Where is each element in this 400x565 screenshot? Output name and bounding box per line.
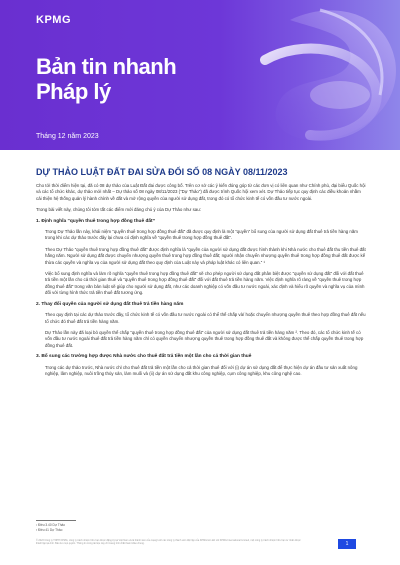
section-2-content [45,312,366,349]
section-2-heading: 2. Thay đổi quyền của người sử dụng đất thuê trả tiền hàng năm [36,301,184,307]
footnote-1: ¹ Điều 3.40 Dự Thảo [36,523,66,527]
section-3-heading: 3. Bổ sung các trường hợp được Nhà nước cho thuê đất trả tiền một lần cho cả thời gian thuê [36,354,252,360]
section-1-content [45,229,366,297]
section-1-paragraph-2: Theo Dự Thảo “quyền thuê trong hợp đồng thuê đất” được định nghĩa là “quyền của người sử dụng đất được hình thành khi Nhà nước cho thuê đất thu tiền thuê đất hằng năm. Người sử dụng đất được chuyển nhượng quyền thuê trong hợp đồng thuê đất; người nhận chuyển nhượng quyền thuê trong hợp đồng thuê đất được kế thừa các quyền và nghĩa vụ của người sử dụng đất theo quy định của Luật này và pháp luật khác có liên quan.” ¹ [45,246,366,265]
abstract-glass-art [170,0,400,150]
section-1-paragraph-1: Trong Dự Thảo lần này, khái niệm “quyền thuê trong hợp đồng thuê đất” đã được quy định là một “quyền” bổ sung của người sử dụng đất thuê trả tiền hàng năm trong khi các dự thảo trước đây lại chưa có định nghĩa về “quyền thuê trong hợp đồng thuê đất”. [45,229,358,241]
legal-disclaimer: © 2023 Công ty TNHH KPMG, công ty trách nhiệm hữu hạn được đăng ký tại Việt Nam và là thành viên của mạng lưới các công ty thành viên độc lập của KPMG liên kết với KPMG International Limited, một công ty trách nhiệm hữu hạn tư nhân được thành lập tại Anh. Bảo lưu mọi quyền. Thông tin trong tài liệu này chỉ mang tính chất tham khảo chung. [36,539,301,546]
footnote-divider [36,520,76,521]
intro-paragraph-1: Cho tới thời điểm hiện tại, đã có 08 dự thảo của Luật Đất đai được công bố. Trên cơ sở các ý kiến đóng góp từ các đơn vị có liên quan như Chính phủ, đại biểu Quốc hội và các tổ chức khác, dự thảo mới nhất – Dự thảo số 08 ngày 08/11/2023 (“Dự Thảo”) đã được trình Quốc hội xem xét. Dự Thảo tiếp tục quy định các điều khoản nhằm cải thiện hệ thống quản lý hành chính về đất và mở rộng quyền của người sử dụng đất, trong đó có tổ chức kinh tế có vốn đầu tư nước ngoài. [36,183,366,201]
section-2-paragraph-1: Theo quy định tại các dự thảo trước đây, tổ chức kinh tế có vốn đầu tư nước ngoài có thể thế chấp và/ hoặc chuyển nhượng quyền thuê theo hợp đồng thuê đất nếu tổ chức đó thuê đất trả tiền hàng năm. [45,312,366,324]
title-line-2: Pháp lý [36,79,111,104]
section-1-heading: 1. Định nghĩa “quyền thuê trong hợp đồng thuê đất” [36,218,156,224]
section-3-content [45,365,366,378]
page-number-badge: 1 [338,539,356,549]
footnote-2: ² Điều 41 Dự Thảo [36,528,63,532]
section-1-paragraph-3: Việc bổ sung định nghĩa và làm rõ nghĩa “quyền thuê trong hợp đồng thuê đất” sẽ cho phép người sử dụng đất phân biệt được “quyền sử dụng đất” đối với đất thuê trả tiền một lần cho cả thời gian thuê và “quyền thuê trong hợp đồng thuê đất” đối với đất thuê trả tiền hàng năm. Việc định nghĩa rõ ràng về “quyền thuê trong hợp đồng thuê đất” trong văn bản luật sẽ giúp cho người sử dụng đất, như các doanh nghiệp có vốn đầu tư nước ngoài, xác định và hiểu rõ quyền và nghĩa vụ của mình đối với từng hình thức trả tiền thuê đất tương ứng. [45,271,365,296]
section-3-paragraph-1: Trong các dự thảo trước, Nhà nước chỉ cho thuê đất trả tiền một lần cho cả thời gian thuê đối với (i) dự án sử dụng đất để thực hiện dự án đầu tư sản xuất nông nghiệp, lâm nghiệp, nuôi trồng thủy sản, làm muối và (ii) dự án sử dụng đất khu công nghiệp, cụm công nghiệp, khu công nghệ cao. [45,364,358,376]
issue-date: Tháng 12 năm 2023 [36,133,99,140]
newsletter-title [36,54,176,104]
kpmg-logo: KPMG [36,14,71,26]
document-title: DỰ THẢO LUẬT ĐẤT ĐAI SỬA ĐỔI SỐ 08 NGÀY 08/11/2023 [36,167,288,177]
title-line-1: Bản tin nhanh [36,54,177,79]
document-body [36,183,366,382]
header-banner [0,0,400,150]
section-2-paragraph-2: Dự Thảo lần này đã loại bỏ quyền thế chấp “quyền thuê trong hợp đồng thuê đất” của người sử dụng đất thuê trả tiền hàng năm ². Theo đó, các tổ chức kinh tế có vốn đầu tư nước ngoài thuê đất trả tiền hàng năm chỉ có quyền chuyển nhượng quyền thuê trong hợp đồng thuê đất và không được thế chấp quyền thuê trong hợp đồng thuê đất. [45,329,364,348]
intro-paragraph-2: Trong bài viết này, chúng tôi tóm tắt các điểm mới đáng chú ý của Dự Thảo như sau: [36,207,201,213]
